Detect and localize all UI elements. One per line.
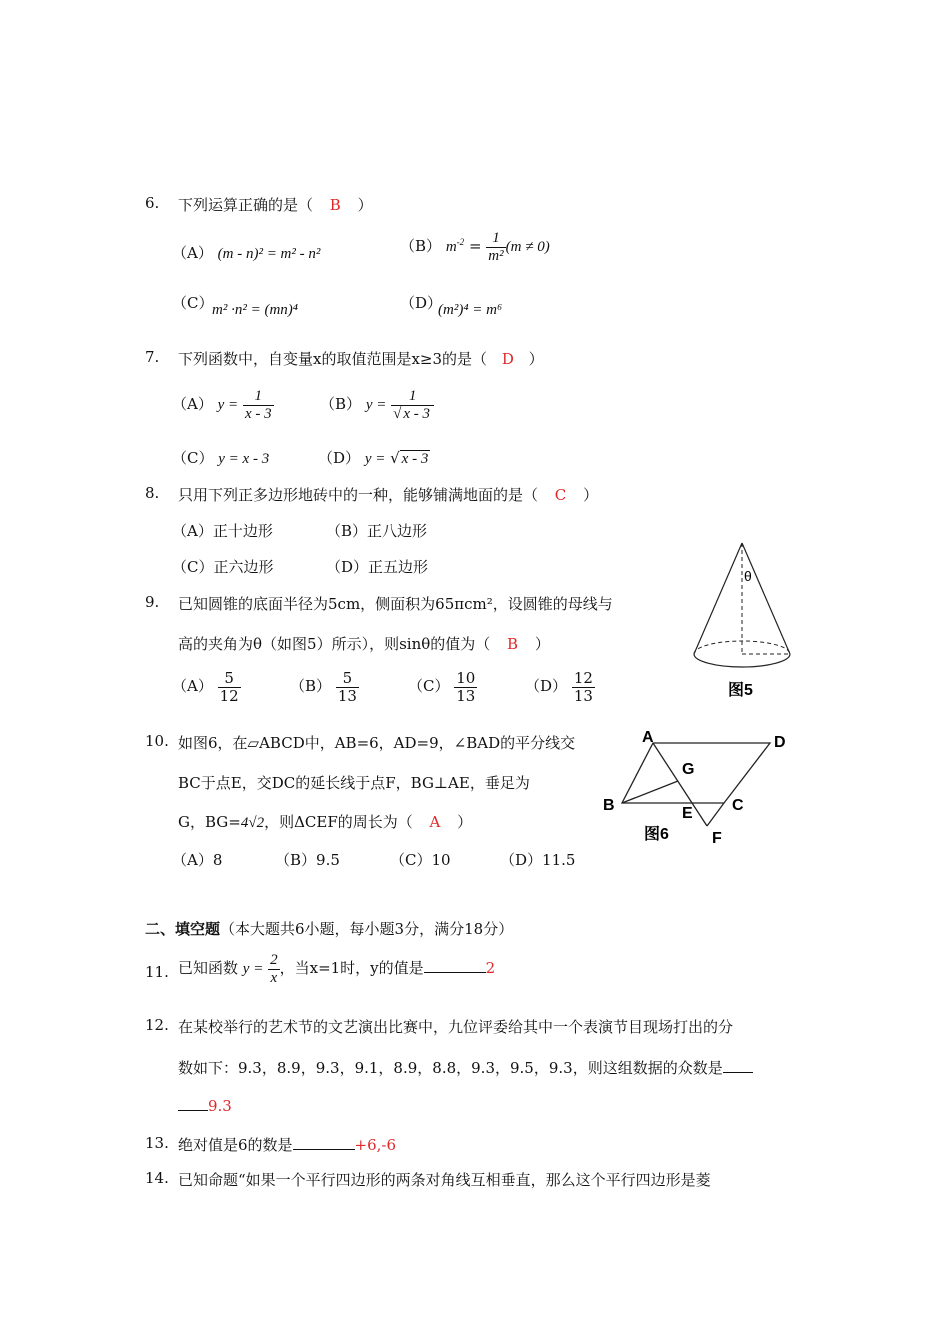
section2-title: 二、填空题 — [145, 920, 221, 938]
q7-a-label: （A） — [172, 395, 213, 413]
cone-theta: θ — [744, 568, 752, 584]
q9-d-den: 13 — [573, 686, 593, 705]
q7-b-den: √ x - 3 — [391, 405, 434, 423]
q6-b-fraction — [486, 230, 505, 264]
q7-stem — [178, 348, 544, 369]
q6-close: ） — [357, 196, 373, 214]
q14-number: 14. — [145, 1169, 169, 1187]
q6-option-b — [400, 230, 550, 264]
q7-option-b — [320, 388, 434, 422]
q8-stem — [178, 484, 598, 505]
q9-c-label: （C） — [408, 677, 450, 695]
q7-a-den: x - 3 — [244, 405, 272, 422]
q9-b-den: 13 — [337, 686, 357, 705]
q9-a-num: 5 — [224, 669, 234, 687]
q10-option-a: （A）8 — [172, 851, 223, 869]
q13-number: 13. — [145, 1134, 169, 1152]
cone-base-front — [694, 654, 790, 667]
q10-line1: 如图6，在▱ABCD中，AB=6，AD=9，∠BAD的平分线交 — [178, 734, 576, 752]
q13-blank — [293, 1149, 355, 1150]
q11-den: x — [268, 969, 280, 987]
q6-option-a — [172, 242, 320, 263]
q7-option-a — [172, 388, 274, 422]
point-e-label: E — [682, 805, 693, 822]
q6-a-expr: (m - n)² = m² - n² — [217, 246, 321, 262]
point-b-label: B — [603, 797, 615, 814]
q7-a-num: 1 — [254, 388, 263, 404]
q14-text: 已知命题“如果一个平行四边形的两条对角线互相垂直，那么这个平行四边形是菱 — [178, 1171, 711, 1189]
q12-line2-wrap — [178, 1057, 753, 1078]
q11-lhs: y = — [242, 961, 264, 977]
q6-b-den: m² — [488, 247, 504, 264]
q7-b-lhs: y = — [365, 397, 387, 413]
q8-option-c: （C）正六边形 — [172, 558, 274, 576]
q10-close: ） — [457, 813, 473, 831]
q9-a-label: （A） — [172, 677, 213, 695]
q10-option-c: （C）10 — [390, 851, 451, 869]
point-c-label: C — [732, 797, 744, 814]
q11-answer: 2 — [485, 959, 496, 977]
q6-stem — [178, 194, 373, 215]
q6-c-expr: m² ·n² = (mn)⁴ — [212, 302, 298, 318]
q7-d-radicand: x - 3 — [401, 451, 429, 467]
q9-d-fraction — [572, 670, 595, 704]
q8-option-d: （D）正五边形 — [326, 558, 429, 576]
q6-d-expr: (m²)⁴ = m⁶ — [438, 302, 503, 318]
q7-b-fraction — [391, 388, 434, 422]
q6-b-exp: -2 — [456, 237, 465, 247]
q6-c-label: （C） — [172, 294, 214, 312]
q12-answer-line — [178, 1097, 232, 1115]
q8-option-a: （A）正十边形 — [172, 522, 273, 540]
q12-blank-end — [723, 1072, 753, 1073]
q6-b-eq: = — [468, 237, 482, 255]
q8-number: 8. — [145, 484, 160, 502]
q9-option-b — [290, 670, 359, 704]
q7-answer: D — [501, 350, 514, 368]
q11-blank — [424, 972, 486, 973]
figure-5-label: 图5 — [728, 682, 753, 699]
q9-a-fraction — [218, 670, 241, 704]
q7-a-lhs: y = — [217, 397, 239, 413]
q7-a-fraction — [243, 388, 274, 422]
q6-number: 6. — [145, 194, 160, 212]
q8-close: ） — [583, 486, 599, 504]
q12-answer: 9.3 — [208, 1097, 232, 1115]
figure-6-label: 图6 — [644, 826, 669, 843]
q8-option-b: （B）正八边形 — [326, 522, 428, 540]
q10-line3 — [178, 811, 472, 832]
q13-answer: +6,-6 — [354, 1136, 397, 1154]
q6-a-label: （A） — [172, 244, 213, 262]
q13-text: 绝对值是6的数是 — [178, 1136, 293, 1154]
q13-stem — [178, 1134, 396, 1155]
q6-text: 下列运算正确的是（ — [178, 196, 314, 214]
figure-6-parallelogram — [598, 726, 798, 852]
q7-d-label: （D） — [318, 449, 361, 467]
q9-d-num: 12 — [573, 669, 593, 687]
q9-b-label: （B） — [290, 677, 332, 695]
q10-option-d: （D）11.5 — [500, 851, 576, 869]
q7-c-expr: y = x - 3 — [218, 451, 270, 467]
q10-answer: A — [429, 813, 441, 831]
q6-d-label: （D） — [400, 294, 443, 312]
q9-a-den: 12 — [219, 686, 239, 705]
q12-line2: 数如下：9.3，8.9，9.3，9.1，8.9，8.8，9.3，9.5，9.3，则这组数据的众数是 — [178, 1059, 723, 1077]
q11-num: 2 — [270, 952, 278, 968]
q9-c-fraction — [454, 670, 477, 704]
q7-b-label: （B） — [320, 395, 362, 413]
section2-desc: （本大题共6小题，每小题3分，满分18分） — [220, 920, 514, 938]
q11-fraction — [268, 952, 280, 986]
q9-number: 9. — [145, 593, 160, 611]
q7-d-lhs: y = — [364, 451, 386, 467]
point-d-label: D — [774, 734, 786, 751]
q9-line2: 高的夹角为θ（如图5）所示），则sinθ的值为（ — [178, 635, 491, 653]
q6-b-tail: (m ≠ 0) — [505, 239, 550, 255]
q7-c-label: （C） — [172, 449, 214, 467]
q9-b-fraction — [336, 670, 359, 704]
cone-left-edge — [694, 543, 742, 654]
q9-option-d — [525, 670, 595, 704]
q11-stem — [178, 952, 495, 986]
q9-line1: 已知圆锥的底面半径为5cm，侧面积为65πcm²，设圆锥的母线与 — [178, 595, 613, 613]
q9-c-num: 10 — [456, 669, 476, 687]
q7-option-c — [172, 447, 269, 468]
q6-b-num: 1 — [492, 230, 500, 246]
q9-answer: B — [507, 635, 519, 653]
q10-option-b: （B）9.5 — [275, 851, 340, 869]
q11-text2: ，当x=1时，y的值是 — [279, 959, 424, 977]
q8-text: 只用下列正多边形地砖中的一种，能够铺满地面的是（ — [178, 486, 539, 504]
figure-5-cone — [688, 538, 798, 703]
q8-answer: C — [554, 486, 567, 504]
q9-c-den: 13 — [456, 686, 476, 705]
q9-line2-wrap — [178, 633, 550, 654]
q7-number: 7. — [145, 348, 160, 366]
q9-option-c — [408, 670, 477, 704]
line-af — [653, 743, 707, 826]
q9-option-a — [172, 670, 241, 704]
q7-text: 下列函数中，自变量x的取值范围是x≥3的是（ — [178, 350, 488, 368]
cone-right-edge — [742, 543, 790, 654]
q12-number: 12. — [145, 1016, 169, 1034]
q10-line2: BC于点E，交DC的延长线于点F，BG⊥AE，垂足为 — [178, 774, 530, 792]
q11-number: 11. — [145, 963, 169, 981]
q7-option-d: （D） y = √ x - 3 — [318, 449, 429, 467]
point-a-label: A — [642, 729, 654, 746]
q10-bg-value: 4√2 — [240, 815, 265, 831]
q9-close: ） — [534, 635, 550, 653]
q12-line1: 在某校举行的艺术节的文艺演出比赛中，九位评委给其中一个表演节目现场打出的分 — [178, 1018, 734, 1036]
q6-b-label: （B） — [400, 237, 442, 255]
q10-line3b: ，则ΔCEF的周长为（ — [264, 813, 413, 831]
line-cf — [707, 803, 724, 826]
line-bg — [622, 781, 678, 803]
point-g-label: G — [682, 761, 695, 778]
q6-answer: B — [329, 196, 341, 214]
q12-blank-start — [178, 1110, 208, 1111]
q7-b-num: 1 — [408, 388, 417, 404]
point-f-label: F — [712, 830, 722, 847]
q9-d-label: （D） — [525, 677, 568, 695]
q9-b-num: 5 — [342, 669, 353, 687]
q7-b-radicand: x - 3 — [403, 405, 431, 422]
q7-close: ） — [528, 350, 544, 368]
q11-text1: 已知函数 — [178, 959, 239, 977]
section2-heading — [145, 918, 513, 939]
q10-number: 10. — [145, 732, 169, 750]
q10-line3a: G，BG= — [178, 813, 241, 831]
q6-b-lhs: m — [445, 239, 457, 255]
